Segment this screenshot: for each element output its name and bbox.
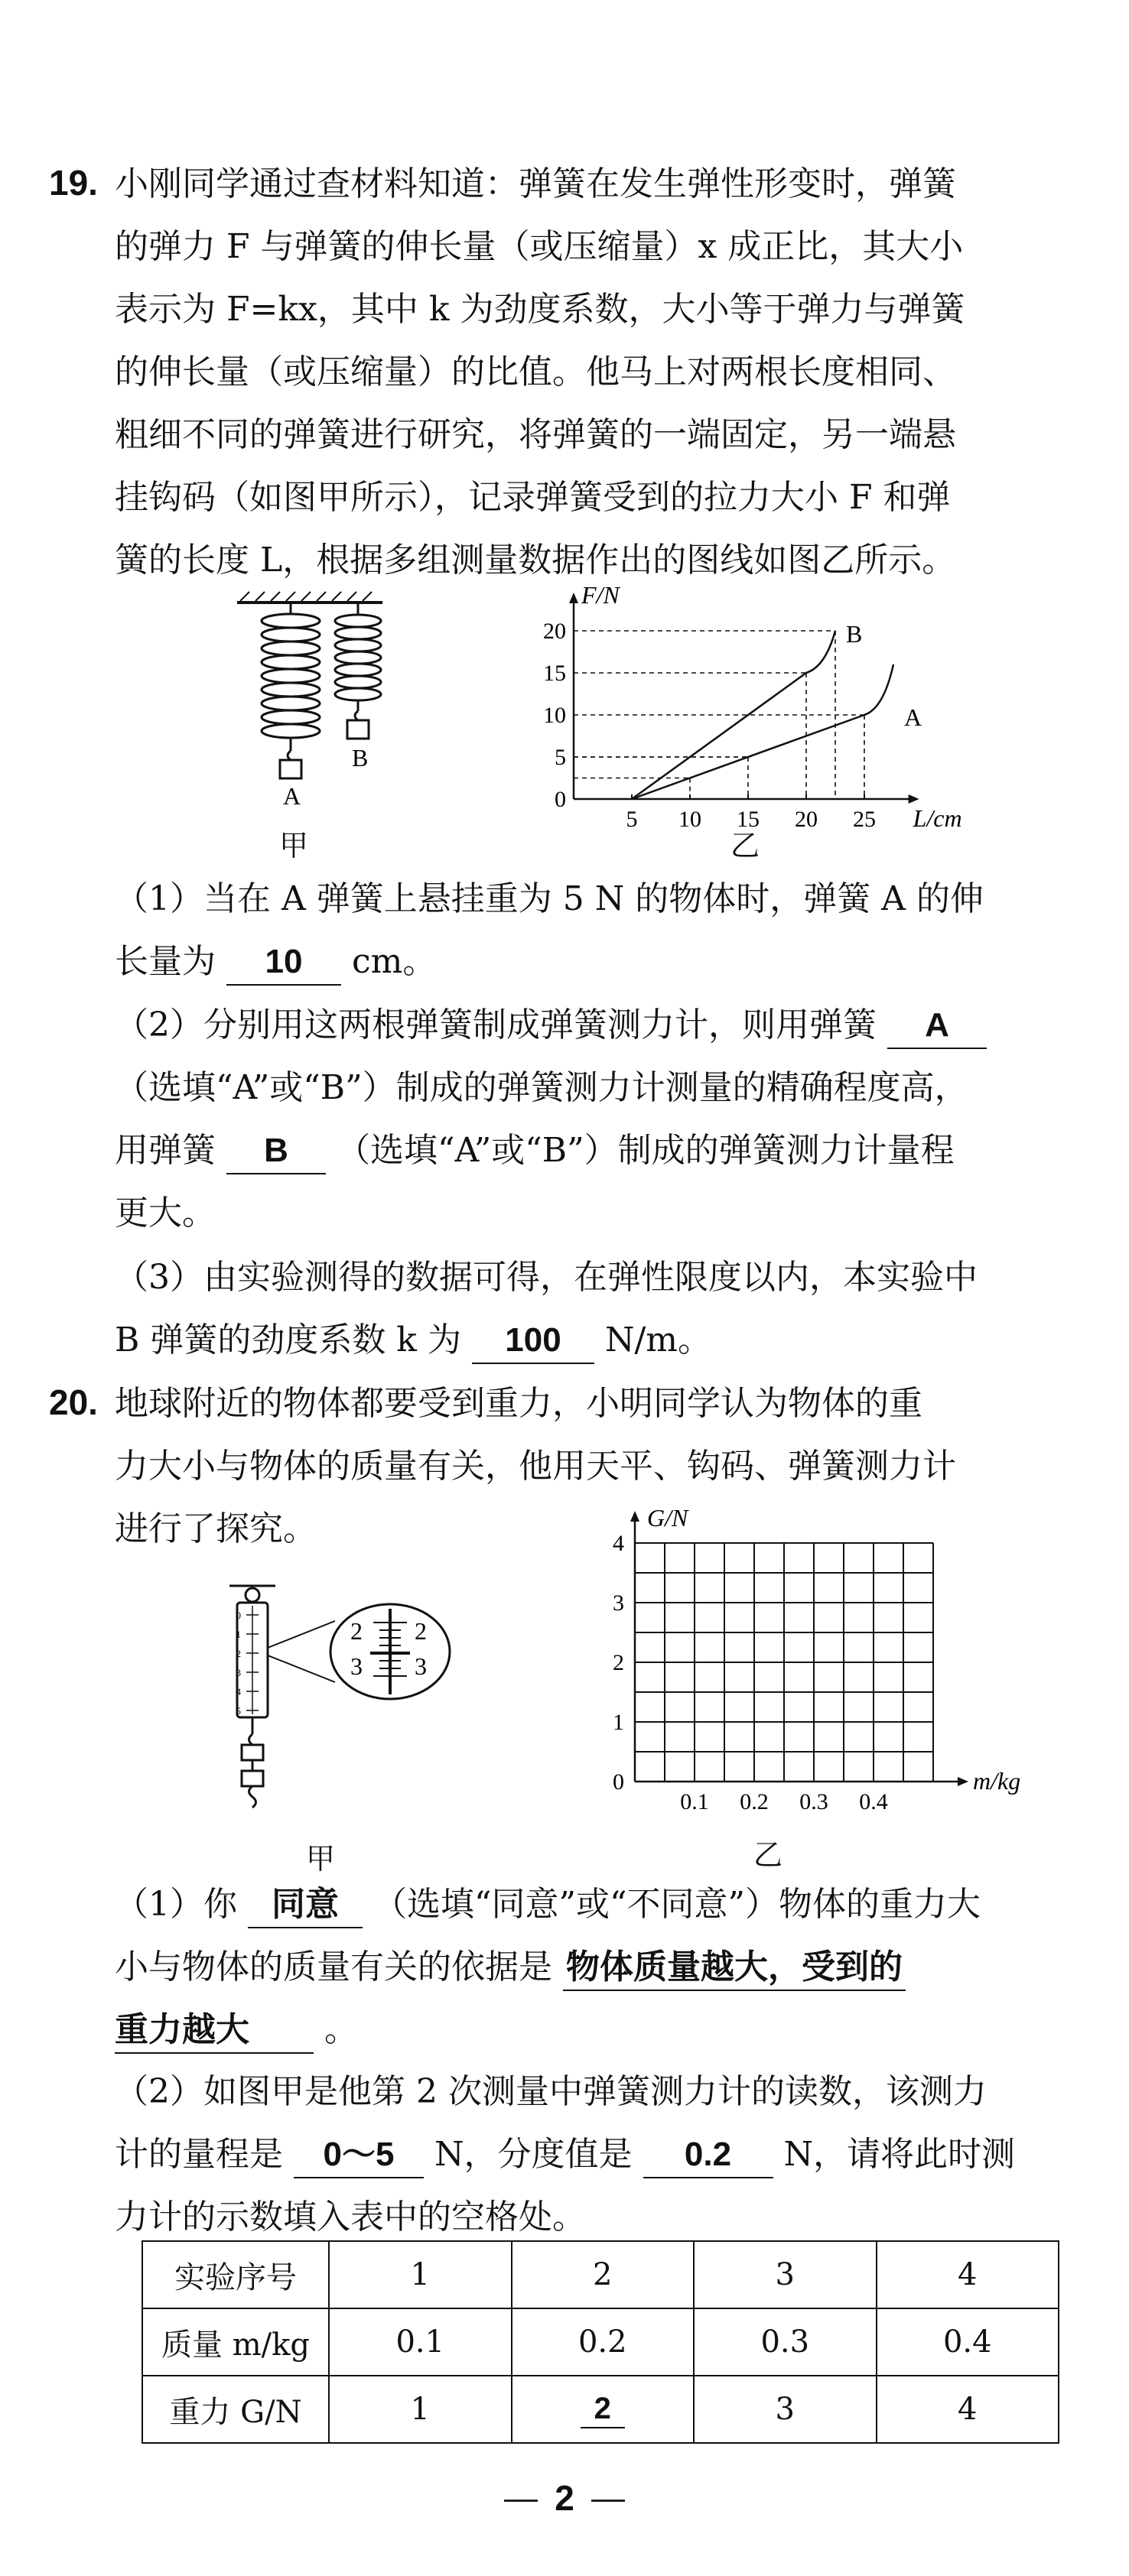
x-axis-label: L/cm: [913, 804, 962, 832]
question-20-number: 20.: [49, 1382, 98, 1422]
page-dash-left: [504, 2500, 538, 2502]
x-tick-label: 20: [795, 807, 818, 832]
weight-2: [242, 1771, 263, 1786]
part-1-text: 小与物体的质量有关的依据是: [115, 1947, 552, 1986]
stem-line: 力大小与物体的质量有关，他用天平、钩码、弹簧测力计: [115, 1447, 956, 1486]
part-2-text: N，请将此时测: [783, 2135, 1015, 2174]
zoom-mark-left-2: 2: [350, 1617, 363, 1645]
answer-blank-reason-2[interactable]: 重力越大: [115, 2008, 314, 2054]
spring-a-label: A: [283, 782, 301, 810]
figure-yi-caption: 乙: [730, 829, 760, 862]
spring-b: [335, 604, 381, 739]
part-3-text: B 弹簧的劲度系数 k 为: [115, 1320, 461, 1359]
part-2-line-4: 更大。: [115, 1194, 216, 1233]
table-cell: 1: [329, 2241, 512, 2308]
part-1-line-1: （1）当在 A 弹簧上悬挂重为 5 N 的物体时，弹簧 A 的伸: [115, 879, 984, 918]
stem-line: 的弹力 F 与弹簧的伸长量（或压缩量）x 成正比，其大小: [115, 227, 964, 266]
x-tick-label: 0.4: [859, 1789, 888, 1814]
answer-blank-range[interactable]: 0～5: [294, 2133, 424, 2178]
x-axis-arrow: [958, 1777, 968, 1786]
spring-figure-jia: [229, 589, 428, 818]
part-3-unit: N/m。: [604, 1320, 712, 1359]
table-cell-answer[interactable]: [512, 2376, 695, 2443]
part-1-line-2: [115, 931, 1071, 993]
answer-blank-elongation[interactable]: 10: [226, 940, 341, 986]
stem-line: 粗细不同的弹簧进行研究，将弹簧的一端固定，另一端悬: [115, 415, 956, 454]
table-row: [142, 2241, 1059, 2308]
table-cell: 0.4: [877, 2308, 1059, 2376]
series-line-a: [632, 664, 893, 799]
x-axis-label: m/kg: [973, 1767, 1021, 1795]
table-cell: 1: [329, 2376, 512, 2443]
zoom-mark-right-3: 3: [415, 1652, 427, 1680]
question-20-part-2: [115, 2061, 1071, 2249]
part-2-text: （2）分别用这两根弹簧制成弹簧测力计，则用弹簧: [115, 1005, 877, 1044]
table-cell: 3: [694, 2376, 877, 2443]
page-number-value: 2: [555, 2478, 574, 2518]
stem-line: 的伸长量（或压缩量）的比值。他马上对两根长度相同、: [115, 352, 956, 391]
answer-blank-agree[interactable]: 同意: [248, 1882, 363, 1928]
y-tick-label: 5: [555, 745, 566, 770]
y-axis-label: F/N: [581, 581, 620, 609]
zoom-mark-left-3: 3: [350, 1652, 363, 1680]
x-tick-label: 25: [853, 807, 876, 832]
scale-tick-label: 4: [236, 1686, 241, 1697]
stem-line: 进行了探究。: [115, 1509, 317, 1548]
stem-line: 小刚同学通过查材料知道：弹簧在发生弹性形变时，弹簧: [115, 164, 956, 203]
x-tick-label: 15: [737, 807, 760, 832]
part-2-line-3: 力计的示数填入表中的空格处。: [115, 2198, 586, 2237]
table-cell: 0.1: [329, 2308, 512, 2376]
table-cell: 0.2: [512, 2308, 695, 2376]
part-2-line-1: [115, 994, 1071, 1057]
weight-mass-grid: [566, 1504, 1021, 1827]
scale-tick-label: 3: [236, 1667, 241, 1678]
x-tick-label: 0.3: [799, 1789, 828, 1814]
part-1-text: （1）你: [115, 1885, 237, 1924]
answer-blank-range-spring[interactable]: B: [226, 1129, 326, 1174]
y-tick-label: 3: [613, 1590, 624, 1616]
scale-tick-label: 5: [236, 1705, 241, 1717]
answer-blank-spring-constant[interactable]: 100: [472, 1318, 594, 1364]
scale-tick-label: 1: [236, 1629, 241, 1640]
x-tick-label: 5: [626, 807, 638, 832]
figure-jia-caption-20: 甲: [306, 1842, 336, 1876]
part-1-line-3: [115, 1999, 1071, 2061]
weight-1: [242, 1745, 263, 1760]
table-row-header: 重力 G/N: [142, 2376, 329, 2443]
part-2-text: 用弹簧: [115, 1131, 216, 1170]
y-tick-label: 15: [543, 661, 566, 686]
figure-jia-caption: 甲: [279, 829, 309, 862]
table-cell: 0.3: [694, 2308, 877, 2376]
y-tick-label: 4: [613, 1531, 624, 1556]
y-tick-label: 0: [555, 787, 566, 812]
bottom-hook: [249, 1786, 256, 1808]
zoom-line: [268, 1621, 335, 1648]
y-axis-arrow: [569, 593, 578, 603]
question-19-number: 19.: [49, 163, 98, 203]
spring-scale-figure: [207, 1575, 482, 1835]
table-row: [142, 2376, 1059, 2443]
part-2-text: N，分度值是: [434, 2135, 633, 2174]
y-tick-label: 1: [613, 1710, 624, 1735]
part-1-text: 。: [324, 2010, 358, 2049]
part-3-line-2: [115, 1309, 1071, 1372]
table-row-header: 质量 m/kg: [142, 2308, 329, 2376]
y-axis-label: G/N: [647, 1504, 688, 1532]
table-cell: 4: [877, 2241, 1059, 2308]
part-1-line-1: [115, 1873, 1071, 1936]
top-ring: [246, 1588, 259, 1602]
stem-line: 地球附近的物体都要受到重力，小明同学认为物体的重: [115, 1384, 922, 1423]
stem-line: 表示为 F=kx，其中 k 为劲度系数，大小等于弹力与弹簧: [115, 290, 965, 329]
part-1-line-2: [115, 1936, 1071, 1999]
scale-tick-label: 0: [236, 1610, 241, 1621]
y-tick-label: 20: [543, 619, 566, 644]
answer-blank-division[interactable]: 0.2: [643, 2133, 773, 2178]
table-cell: 3: [694, 2241, 877, 2308]
experiment-table: [142, 2240, 1059, 2444]
page-dash-right: [591, 2500, 625, 2502]
figure-yi-caption-20: 乙: [753, 1838, 783, 1872]
series-label-b: B: [846, 620, 863, 648]
table-row: [142, 2308, 1059, 2376]
question-19-part-2: [115, 994, 1071, 1245]
table-cell: 4: [877, 2376, 1059, 2443]
question-20-part-1: [115, 1873, 1071, 2061]
x-tick-label: 10: [678, 807, 701, 832]
part-1-unit: cm。: [352, 942, 437, 981]
series-label-a: A: [904, 703, 922, 731]
table-row-header: 实验序号: [142, 2241, 329, 2308]
answer-blank-weight[interactable]: 2: [581, 2390, 625, 2428]
x-axis-arrow: [909, 794, 919, 804]
grid-labels: [613, 1504, 1020, 1814]
force-length-chart: [520, 577, 962, 832]
y-tick-label: 10: [543, 703, 566, 728]
part-2-line-1: （2）如图甲是他第 2 次测量中弹簧测力计的读数，该测力: [115, 2072, 987, 2111]
chart-labels: [543, 581, 962, 832]
question-19-stem: [115, 153, 1063, 592]
question-19-part-3: [115, 1246, 1071, 1372]
part-2-text: 计的量程是: [115, 2135, 283, 2174]
y-tick-label: 0: [613, 1769, 624, 1795]
answer-blank-reason-1[interactable]: 物体质量越大，受到的: [563, 1945, 906, 1991]
y-tick-label: 2: [613, 1650, 624, 1675]
part-2-line-3: [115, 1119, 1071, 1182]
part-1-text: 长量为: [115, 942, 216, 981]
page-number: [0, 2477, 1129, 2519]
question-19-part-1: [115, 868, 1071, 993]
scale-tick-label: 2: [236, 1648, 241, 1659]
part-1-text: （选填“同意”或“不同意”）物体的重力大: [373, 1885, 981, 1924]
part-2-text: （选填“A”或“B”）制成的弹簧测力计量程: [337, 1131, 955, 1170]
stem-line: 挂钩码（如图甲所示），记录弹簧受到的拉力大小 F 和弹: [115, 478, 951, 517]
part-2-line-2: [115, 2123, 1071, 2186]
spring-b-label: B: [352, 744, 369, 772]
chart-axes: [569, 593, 919, 804]
part-2-line-2: （选填“A”或“B”）制成的弹簧测力计测量的精确程度高，: [115, 1068, 968, 1107]
x-tick-label: 0.1: [680, 1789, 709, 1814]
x-tick-label: 0.2: [740, 1789, 769, 1814]
ceiling-support: [237, 592, 382, 603]
part-3-line-1: （3）由实验测得的数据可得，在弹性限度以内，本实验中: [115, 1258, 978, 1297]
chart-guide-lines: [574, 631, 864, 799]
zoom-mark-right-2: 2: [415, 1617, 427, 1645]
scale-ticks: [236, 1610, 259, 1717]
grid-lines: [630, 1511, 968, 1786]
table-cell: 2: [512, 2241, 695, 2308]
answer-blank-precision-spring[interactable]: A: [887, 1003, 987, 1049]
stem-line: 簧的长度 L，根据多组测量数据作出的图线如图乙所示。: [115, 541, 956, 580]
spring-a: [262, 604, 320, 778]
